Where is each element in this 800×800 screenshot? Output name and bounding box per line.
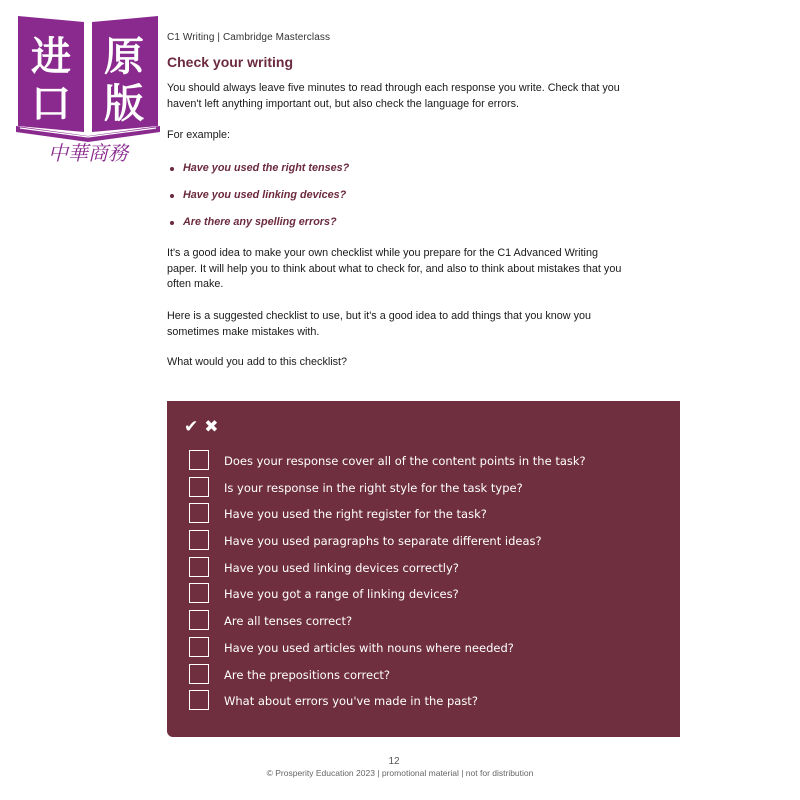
- checklist-item-label: Are all tenses correct?: [224, 614, 353, 629]
- checkbox[interactable]: [189, 664, 209, 684]
- suggested-paragraph: Here is a suggested checklist to use, but it's a good idea to add things that you know you sometimes make mistakes with.: [167, 310, 591, 338]
- checklist-item-label: Have you used linking devices correctly?: [224, 560, 459, 575]
- bullet-item: Have you used linking devices?: [167, 189, 349, 216]
- bullet-dot: [170, 194, 174, 198]
- checklist-item-label: Have you used articles with nouns where needed?: [224, 640, 514, 655]
- footer-notice: © Prosperity Education 2023 | promotional material | not for distribution: [266, 768, 534, 778]
- check-icon: ✔: [184, 417, 199, 437]
- checkbox[interactable]: [189, 610, 209, 630]
- bullet-dot: [170, 221, 174, 225]
- question-bullets: [167, 162, 349, 243]
- section-title: Check your writing: [167, 54, 294, 70]
- intro-paragraph: You should always leave five minutes to read through each response you write. Check that you haven't left anything important out, but also check the language for errors.: [167, 82, 620, 110]
- checklist-item-label: Have you got a range of linking devices?: [224, 587, 459, 602]
- logo-char: 原: [104, 34, 144, 80]
- logo-char: 口: [31, 81, 71, 127]
- checklist-item-label: Does your response cover all of the content points in the task?: [224, 454, 586, 468]
- checklist-item-label: Have you used the right register for the task?: [224, 507, 487, 522]
- question-paragraph: What would you add to this checklist?: [167, 356, 348, 368]
- bullet-item: Have you used the right tenses?: [167, 162, 349, 189]
- checklist-item-label: What about errors you've made in the past?: [224, 694, 478, 709]
- bullet-dot: [170, 167, 174, 171]
- checklist-item-label: Is your response in the right style for the task type?: [224, 480, 523, 495]
- checkbox[interactable]: [189, 583, 209, 603]
- logo-tagline: 中華商務: [48, 141, 128, 164]
- checklist-panel: [167, 401, 680, 737]
- checkbox[interactable]: [189, 637, 209, 657]
- checkbox[interactable]: [189, 530, 209, 550]
- checkbox[interactable]: [189, 477, 209, 497]
- example-label: For example:: [167, 129, 231, 141]
- checklist-item-label: Are the prepositions correct?: [224, 667, 391, 682]
- page-number: 12: [388, 756, 400, 767]
- checkbox[interactable]: [189, 503, 209, 523]
- publisher-logo: [14, 14, 162, 164]
- cross-icon: ✖: [204, 417, 219, 437]
- checkbox[interactable]: [189, 690, 209, 710]
- bullet-item: Are there any spelling errors?: [167, 216, 349, 243]
- logo-char: 进: [31, 34, 71, 80]
- checkbox[interactable]: [189, 557, 209, 577]
- panel-header-icons: [184, 417, 225, 437]
- checklist-advice-paragraph: It's a good idea to make your own checklist while you prepare for the C1 Advanced Writing paper. It will help you to think about what to check for, and also to think about mistakes that you often make.: [167, 247, 622, 291]
- running-header: C1 Writing | Cambridge Masterclass: [167, 32, 331, 43]
- checkbox[interactable]: [189, 450, 209, 470]
- checklist-item-label: Have you used paragraphs to separate different ideas?: [224, 534, 542, 549]
- logo-char: 版: [104, 81, 144, 127]
